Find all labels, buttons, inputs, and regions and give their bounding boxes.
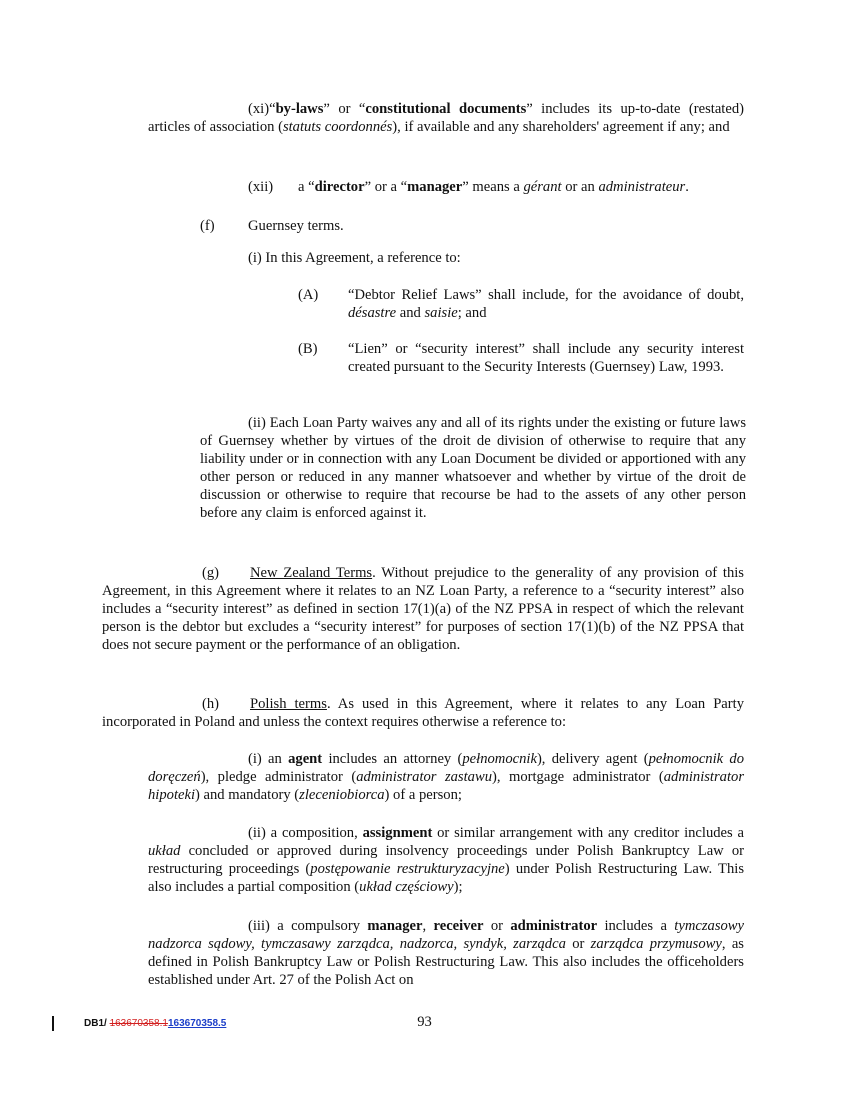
clause-label: (h) bbox=[202, 696, 220, 712]
defined-term: by-laws bbox=[275, 101, 324, 117]
clause-h: (h) Polish terms. As used in this Agreement, where it relates to any Loan Party incorporated in Poland and unless the context requires otherwise a reference to: bbox=[102, 696, 744, 730]
clause-h-ii: (ii) a composition, assignment or similar arrangement with any creditor includes a układ concluded or approved during insolvency proceedings under Polish Bankruptcy Law or restructuring proceedings (postępowanie restrukturyzacyjne) under Polish Restructuring Law. This also includes a partial composition (układ częściowy); bbox=[148, 825, 744, 895]
clause-heading: Guernsey terms. bbox=[248, 218, 344, 234]
page-number: 93 bbox=[417, 1014, 432, 1030]
clause-label: (xi) bbox=[248, 101, 270, 117]
clause-f-A-label: (A) bbox=[298, 287, 319, 303]
clause-f-A: “Debtor Relief Laws” shall include, for the avoidance of doubt, désastre and saisie; and bbox=[348, 287, 744, 321]
deleted-doc-number: 163670358.1 bbox=[109, 1018, 168, 1029]
clause-h-iii: (iii) a compulsory manager, receiver or administrator includes a tymczasowy nadzorca sądowy, tymczasawy zarządca, nadzorca, syndyk, zarządca or zarządca przymusowy, as defined in Polish Bankruptcy Law or Polish Restructuring Law. This also includes the officeholders established under Art. 27 of the Polish Act on bbox=[148, 918, 745, 988]
clause-heading: Polish terms bbox=[250, 696, 327, 712]
clause-f-ii: (ii) Each Loan Party waives any and all of its rights under the existing or future laws of Guernsey whether by virtues of the droit de division of otherwise to require that any liability under or in connection with any Loan Document be divided or apportioned with any other person or reduced in any manner whatsoever and whether by virtue of the droit de discussion or otherwise to require that recourse be had to the assets of any other person before any claim is enforced against it. bbox=[200, 415, 746, 521]
clause-f-i: (i) In this Agreement, a reference to: bbox=[248, 250, 461, 266]
clause-xii: (xii) a “director” or a “manager” means a gérant or an administrateur. bbox=[248, 179, 689, 195]
clause-f-B: “Lien” or “security interest” shall include any security interest created pursuant to the Security Interests (Guernsey) Law, 1993. bbox=[348, 341, 744, 375]
clause-xi: (xi)“by-laws” or “constitutional documents” includes its up-to-date (restated) articles of association (statuts coordonnés), if available and any shareholders' agreement if any; and bbox=[148, 101, 744, 135]
document-id: DB1/ 163670358.1163670358.5 bbox=[84, 1018, 227, 1029]
clause-label: (g) bbox=[202, 565, 220, 581]
clause-label: (f) bbox=[200, 218, 215, 234]
clause-f-B-label: (B) bbox=[298, 341, 318, 357]
clause-f bbox=[200, 217, 700, 235]
clause-g: (g) New Zealand Terms. Without prejudice to the generality of any provision of this Agreement, in this Agreement where it relates to an NZ Loan Party, a reference to a “security interest” also includes a “security interest” as defined in section 17(1)(a) of the NZ PPSA in respect of which the relevant person is the debtor but excludes a “security interest” for purposes of section 17(1)(b) of the NZ PPSA that does not secure payment or the performance of an obligation. bbox=[102, 565, 744, 653]
clause-h-i: (i) an agent includes an attorney (pełnomocnik), delivery agent (pełnomocnik do doręczeń), pledge administrator (administrator zastawu), mortgage administrator (administrator hipoteki) and mandatory (zleceniobiorca) of a person; bbox=[148, 751, 744, 803]
clause-label: (xii) bbox=[248, 179, 274, 195]
defined-term: constitutional documents bbox=[365, 101, 527, 117]
inserted-doc-number: 163670358.5 bbox=[167, 1018, 227, 1029]
clause-heading: New Zealand Terms bbox=[250, 565, 373, 581]
